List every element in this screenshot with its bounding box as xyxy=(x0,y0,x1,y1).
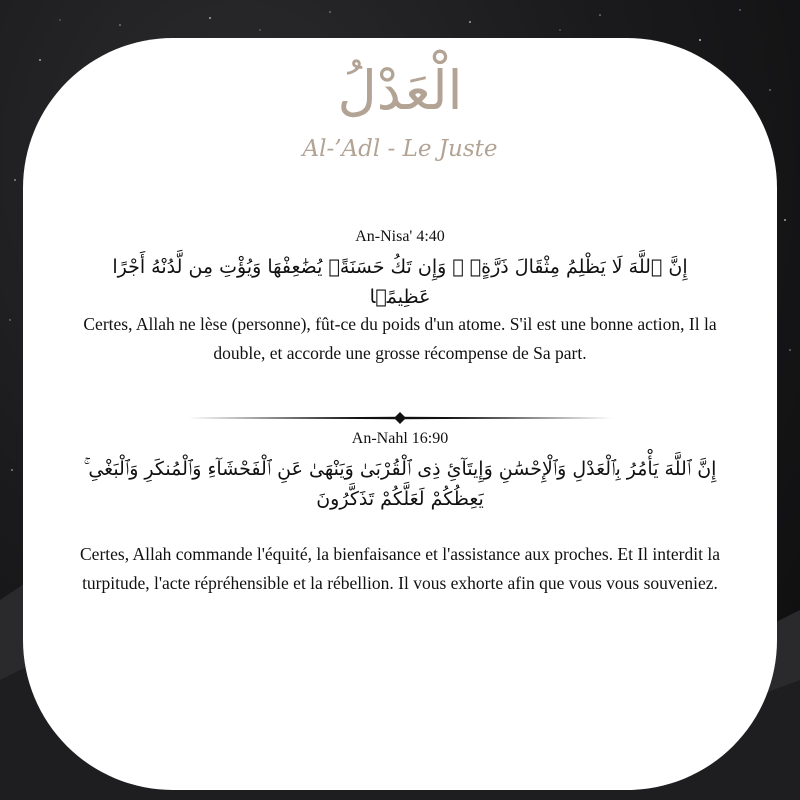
verse-arabic: إِنَّ ٱللَّهَ لَا يَظْلِمُ مِثْقَالَ ذَرَّةٍۢ ۖ وَإِن تَكُ حَسَنَةًۭ يُضَٰعِفْهَا وَيُؤْتِ مِن لَّدُنْهُ أَجْرًا عَظِيمًۭا xyxy=(112,256,688,308)
page-subtitle: Al-’Adl - Le Juste xyxy=(302,136,498,162)
verse-translation: Certes, Allah ne lèse (personne), fût-ce du poids d'un atome. S'il est une bonne action, Il la double, et accorde une grosse récompense de Sa part. xyxy=(83,314,717,363)
content-card xyxy=(23,38,777,790)
verse-reference: An-Nisa' 4:40 xyxy=(355,228,445,245)
verse-arabic: إِنَّ ٱللَّهَ يَأْمُرُ بِٱلْعَدْلِ وَٱلْإِحْسَٰنِ وَإِيتَآئِ ذِى ٱلْقُرْبَىٰ وَيَنْهَىٰ عَنِ ٱلْفَحْشَآءِ وَٱلْمُنكَرِ وَٱلْبَغْىِ ۚ يَعِظُكُمْ لَعَلَّكُمْ تَذَكَّرُونَ xyxy=(83,458,717,510)
verse-translation: Certes, Allah commande l'équité, la bienfaisance et l'assistance aux proches. Et Il interdit la turpitude, l'acte répréhensible et la rébellion. Il vous exhorte afin que vous vous souveniez. xyxy=(80,544,720,593)
page-title-arabic: الْعَدْلُ xyxy=(337,59,463,122)
verse-reference: An-Nahl 16:90 xyxy=(351,430,449,447)
divider-ornament xyxy=(188,412,612,424)
